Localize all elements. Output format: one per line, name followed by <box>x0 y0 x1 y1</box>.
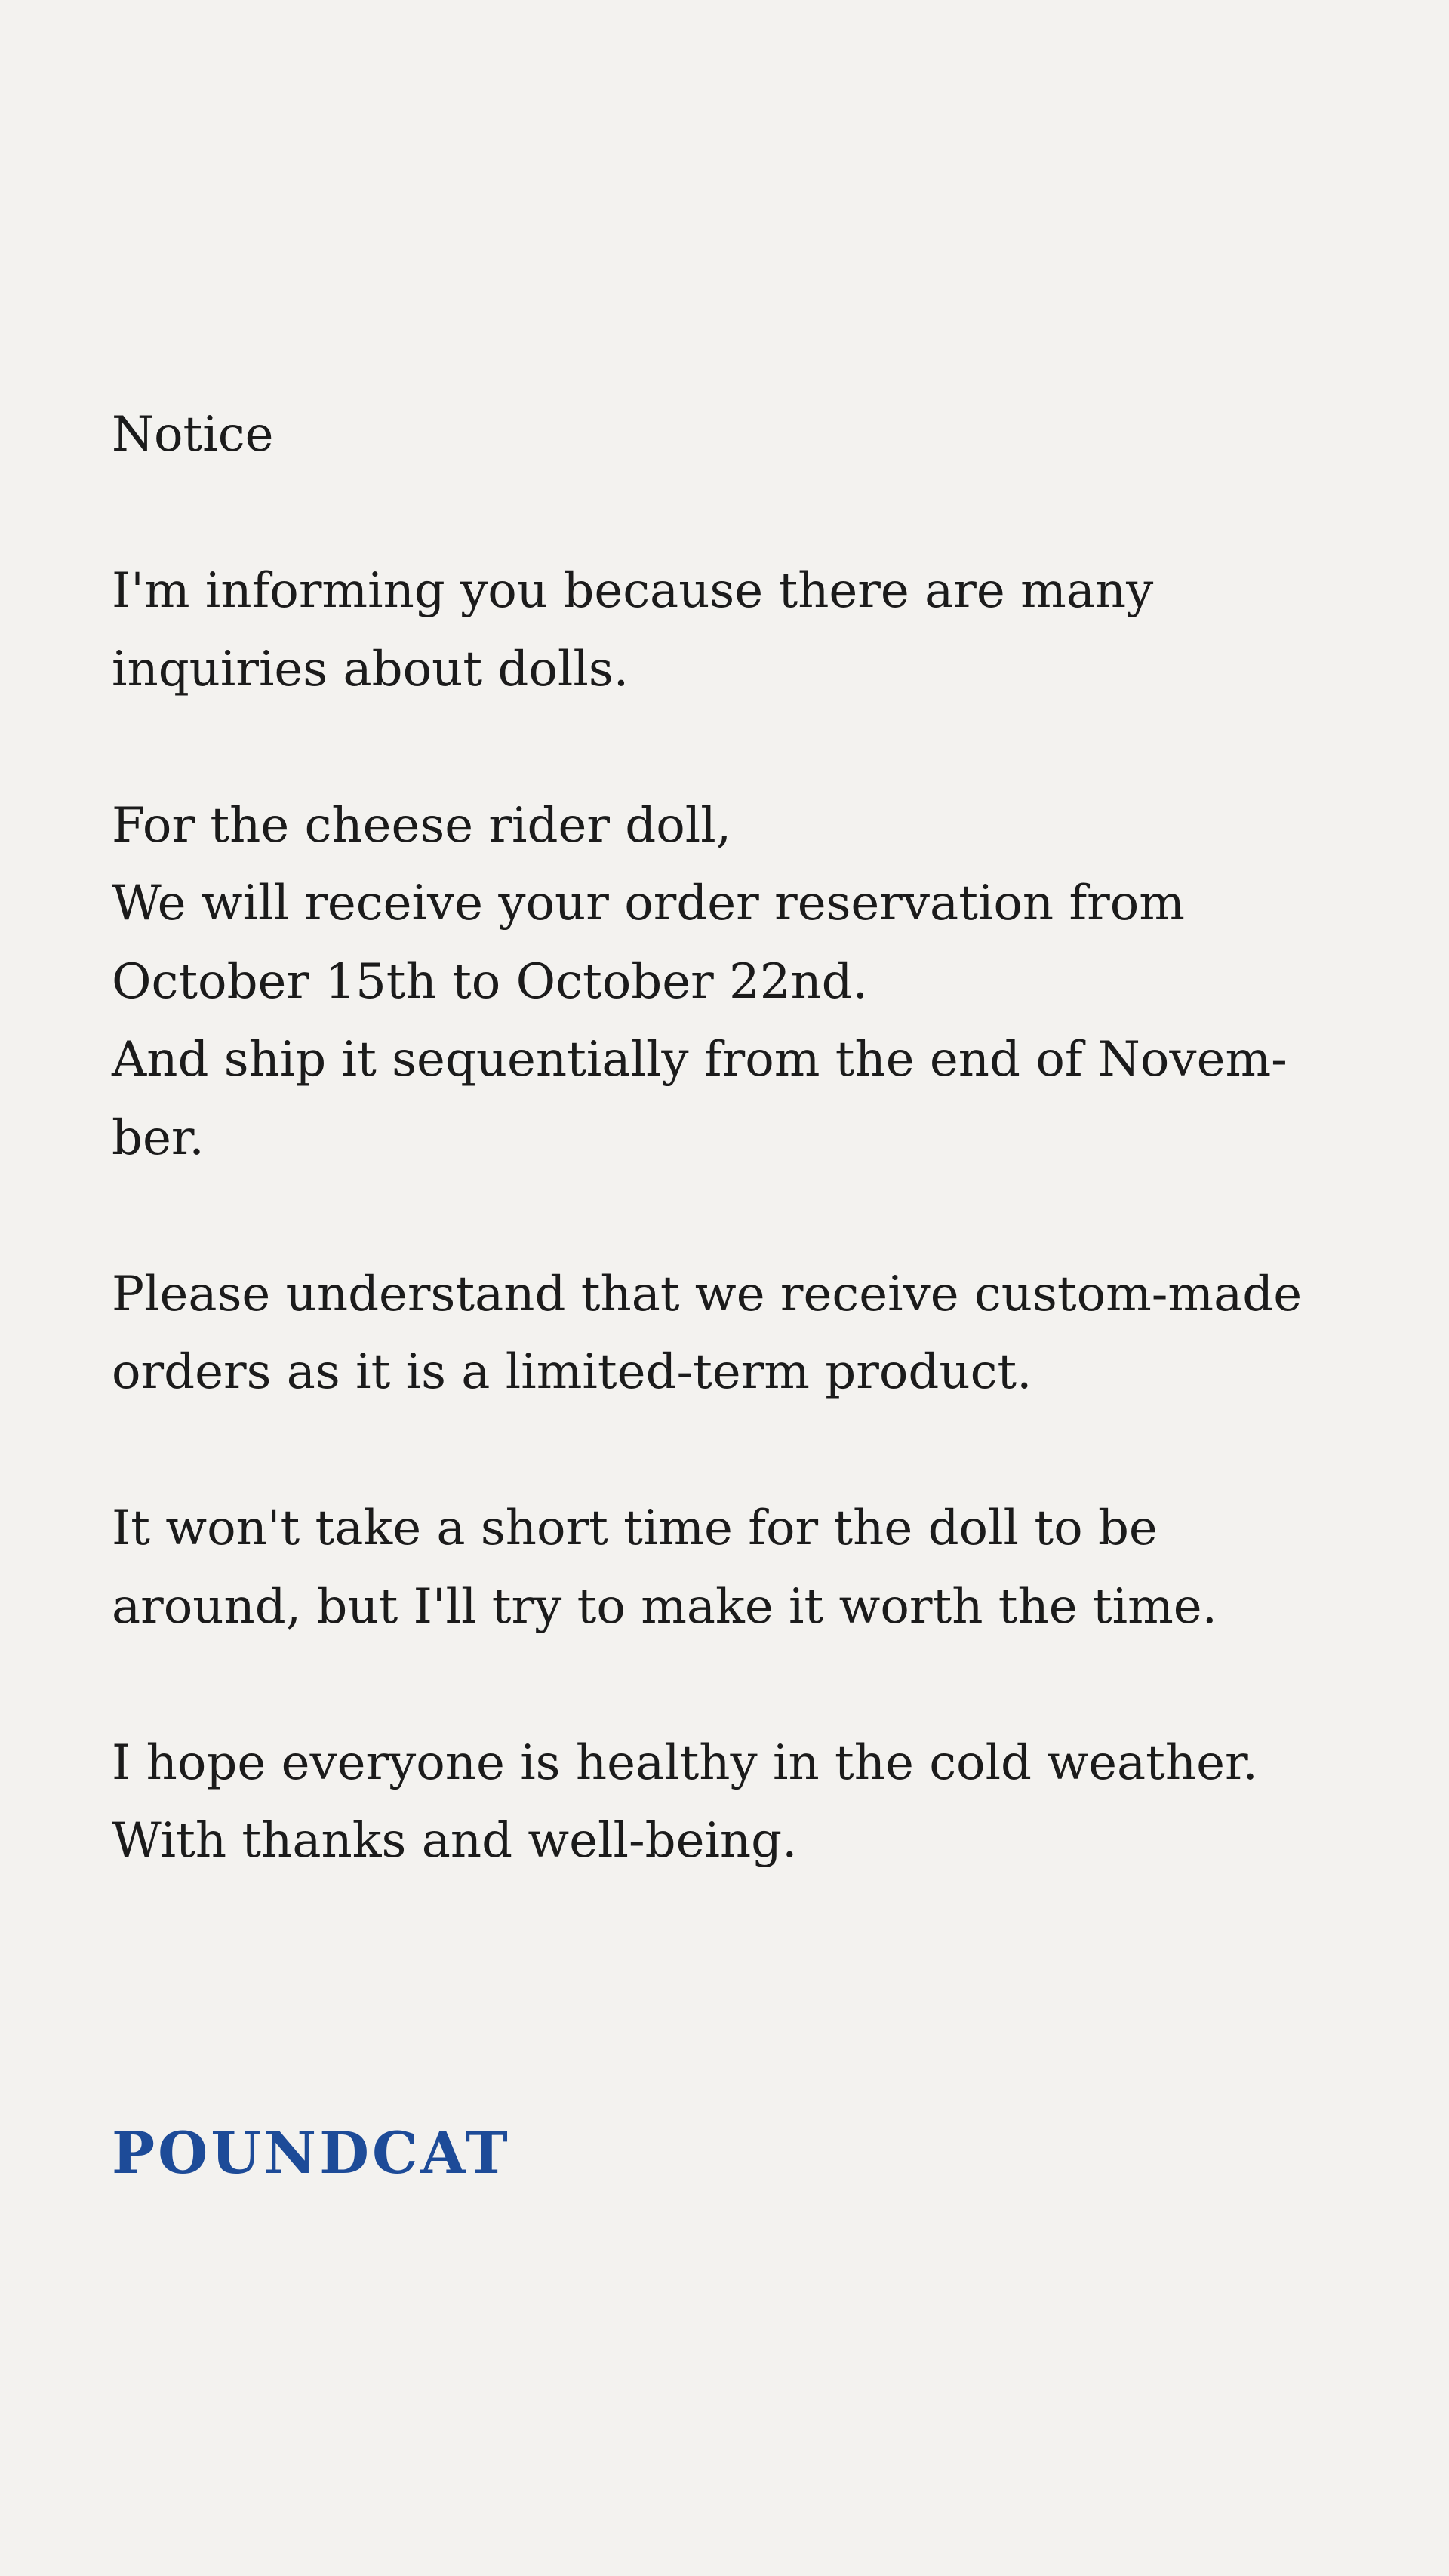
paragraph-gap <box>112 709 1349 787</box>
notice-title: Notice <box>112 407 274 463</box>
closing-line-1: I hope everyone is healthy in the cold weather. <box>112 1734 1258 1791</box>
custom-note-line-1: Please understand that we receive custom-made <box>112 1266 1303 1322</box>
brand-logo: POUNDCAT <box>112 2119 511 2187</box>
closing-line-2: With thanks and well-being. <box>112 1813 798 1869</box>
paragraph-gap <box>112 1177 1349 1256</box>
paragraph-gap <box>112 475 1349 553</box>
paragraph-gap <box>112 1646 1349 1725</box>
time-note-line-1: It won't take a short time for the doll to be <box>112 1500 1158 1556</box>
intro-line-2: inquiries about dolls. <box>112 641 629 697</box>
custom-note-line-2: orders as it is a limited-term product. <box>112 1344 1032 1400</box>
intro-line-1: I'm informing you because there are many <box>112 563 1154 619</box>
notice-body <box>112 396 1349 1881</box>
order-info-line-3: October 15th to October 22nd. <box>112 953 868 1010</box>
order-info-line-2: We will receive your order reservation from <box>112 876 1185 931</box>
time-note-line-2: around, but I'll try to make it worth the time. <box>112 1578 1217 1635</box>
order-info-line-5: ber. <box>112 1109 205 1166</box>
paragraph-gap <box>112 1412 1349 1491</box>
order-info-line-4: And ship it sequentially from the end of Novem- <box>112 1032 1287 1088</box>
order-info-line-1: For the cheese rider doll, <box>112 797 732 854</box>
